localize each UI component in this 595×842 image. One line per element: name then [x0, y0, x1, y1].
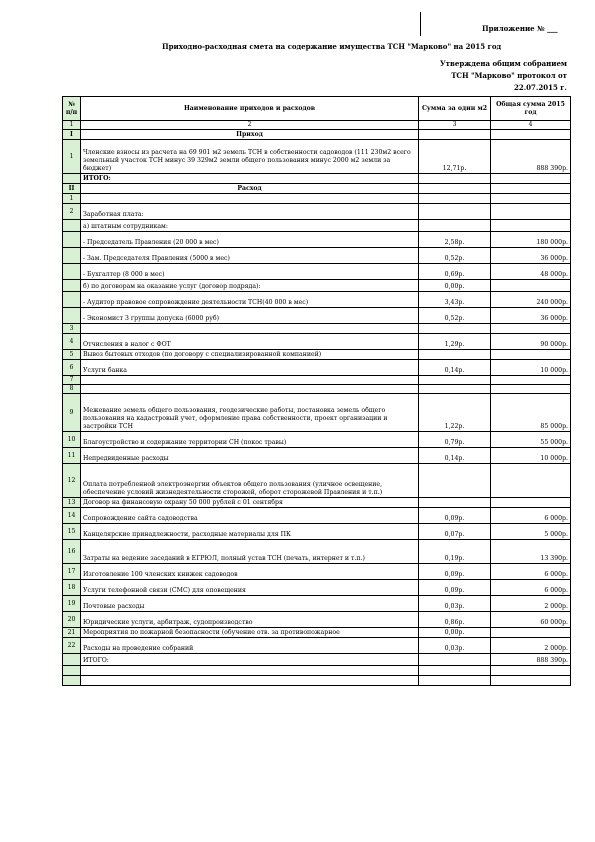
row-name: Приход	[81, 130, 419, 140]
row-number: 22	[63, 638, 81, 654]
row-per-m2: 0,52р.	[419, 248, 491, 264]
row-name: ИТОГО:	[81, 654, 419, 666]
row-name	[81, 324, 419, 334]
col-header-total: Общая сумма 2015 год	[491, 97, 571, 121]
table-row	[63, 394, 571, 432]
row-total: 10 000р.	[491, 360, 571, 376]
table-row	[63, 184, 571, 194]
row-per-m2	[419, 194, 491, 204]
row-number	[63, 666, 81, 676]
row-name: - Зам. Председателя Правления (5000 в мес)	[81, 248, 419, 264]
row-number: II	[63, 184, 81, 194]
row-name: Затраты на ведение заседаний в ЕГРЮЛ, полный устав ТСН (печать, интернет и т.п.)	[81, 540, 419, 564]
row-name	[81, 666, 419, 676]
table-row	[63, 324, 571, 334]
row-per-m2	[419, 184, 491, 194]
table-row	[63, 232, 571, 248]
row-total: 5 000р.	[491, 524, 571, 540]
row-name: Расход	[81, 184, 419, 194]
row-total: 2 000р.	[491, 638, 571, 654]
row-number	[63, 264, 81, 280]
approval-line-1: Утверждена общим собранием	[439, 59, 567, 68]
row-number	[63, 308, 81, 324]
table-row	[63, 334, 571, 350]
row-number: 14	[63, 508, 81, 524]
table-row	[63, 676, 571, 686]
row-name	[81, 676, 419, 686]
index-row	[63, 121, 571, 130]
col-header-number: № п/п	[63, 97, 81, 121]
row-per-m2	[419, 220, 491, 232]
row-number: 3	[63, 324, 81, 334]
table-row	[63, 580, 571, 596]
row-name: а) штатным сотрудникам:	[81, 220, 419, 232]
row-per-m2: 0,86р.	[419, 612, 491, 628]
row-number	[63, 654, 81, 666]
row-per-m2: 0,14р.	[419, 360, 491, 376]
row-total	[491, 184, 571, 194]
approval-note	[417, 58, 567, 94]
col-index-3: 3	[419, 121, 491, 130]
row-number: 18	[63, 580, 81, 596]
appendix-label: Приложение № ___	[482, 24, 558, 33]
row-number	[63, 676, 81, 686]
row-number	[63, 232, 81, 248]
row-name: - Председатель Правления (20 000 в мес)	[81, 232, 419, 248]
row-name: Расходы на проведение собраний	[81, 638, 419, 654]
col-header-per-m2: Сумма за один м2	[419, 97, 491, 121]
col-index-4: 4	[491, 121, 571, 130]
header-row	[63, 97, 571, 121]
row-per-m2	[419, 174, 491, 184]
row-number	[63, 280, 81, 292]
row-number: 13	[63, 498, 81, 508]
table-row	[63, 666, 571, 676]
row-per-m2	[419, 204, 491, 220]
row-name: Канцелярские принадлежности, расходные материалы для ПК	[81, 524, 419, 540]
row-name: Членские взносы из расчета на 69 901 м2 земель ТСН в собственности садоводов (111 230м2 всего земельный участок ТСН минус 39 329м2 земли общего пользования минус 2000 м2 земли за бюджет)	[81, 140, 419, 174]
row-number: 4	[63, 334, 81, 350]
table-row	[63, 385, 571, 394]
table-row	[63, 524, 571, 540]
row-name: - Бухгалтер (8 000 в мес)	[81, 264, 419, 280]
table-row	[63, 204, 571, 220]
row-per-m2	[419, 385, 491, 394]
approval-line-3: 22.07.2015 г.	[513, 83, 567, 92]
row-name: Договор на финансовую охрану 50 000 рублей с 01 сентября	[81, 498, 419, 508]
row-number: 15	[63, 524, 81, 540]
row-number: 6	[63, 360, 81, 376]
row-name: ИТОГО:	[81, 174, 419, 184]
table-row	[63, 292, 571, 308]
row-name: Благоустройство и содержание территории СН (покос травы)	[81, 432, 419, 448]
row-total: 13 390р.	[491, 540, 571, 564]
row-per-m2	[419, 376, 491, 385]
table-row	[63, 350, 571, 360]
row-per-m2: 0,09р.	[419, 564, 491, 580]
row-total: 48 000р.	[491, 264, 571, 280]
row-number	[63, 292, 81, 308]
row-total	[491, 376, 571, 385]
row-per-m2: 0,00р.	[419, 280, 491, 292]
row-total: 240 000р.	[491, 292, 571, 308]
row-per-m2: 12,71р.	[419, 140, 491, 174]
row-name: Вывоз бытовых отходов (по договору с специализированной компанией)	[81, 350, 419, 360]
row-number: 19	[63, 596, 81, 612]
row-total	[491, 464, 571, 498]
approval-line-2: ТСН "Марково" протокол от	[451, 71, 567, 80]
row-per-m2	[419, 666, 491, 676]
row-total: 6 000р.	[491, 564, 571, 580]
row-number: 20	[63, 612, 81, 628]
table-row	[63, 140, 571, 174]
row-number: 5	[63, 350, 81, 360]
row-name: Услуги телефонной связи (СМС) для оповещения	[81, 580, 419, 596]
row-name: Отчисления в налог с ФОТ	[81, 334, 419, 350]
row-total	[491, 666, 571, 676]
row-per-m2	[419, 676, 491, 686]
row-per-m2: 0,69р.	[419, 264, 491, 280]
row-name: Услуги банка	[81, 360, 419, 376]
row-per-m2	[419, 464, 491, 498]
row-total	[491, 350, 571, 360]
row-per-m2: 2,58р.	[419, 232, 491, 248]
table-row	[63, 448, 571, 464]
col-index-1: 1	[63, 121, 81, 130]
table-row	[63, 220, 571, 232]
row-number: 1	[63, 194, 81, 204]
row-total: 55 000р.	[491, 432, 571, 448]
row-name: - Экономист 3 группы допуска (6000 руб)	[81, 308, 419, 324]
row-per-m2	[419, 130, 491, 140]
table-row	[63, 174, 571, 184]
row-name: Межевание земель общего пользования, геодезические работы, постановка земель общего пользования на кадастровый учет, оформление права собственности, проект организации и застройки ТСН	[81, 394, 419, 432]
col-header-name: Наименование приходов и расходов	[81, 97, 419, 121]
row-name	[81, 194, 419, 204]
row-total: 36 000р.	[491, 308, 571, 324]
row-name: Юридические услуги, арбитраж, судопроизводство	[81, 612, 419, 628]
row-name: Заработная плата:	[81, 204, 419, 220]
row-per-m2	[419, 654, 491, 666]
table-row	[63, 638, 571, 654]
row-total	[491, 676, 571, 686]
table-row	[63, 130, 571, 140]
row-total: 2 000р.	[491, 596, 571, 612]
row-total	[491, 204, 571, 220]
row-name	[81, 376, 419, 385]
table-row	[63, 376, 571, 385]
row-total: 888 390р.	[491, 654, 571, 666]
row-per-m2: 3,43р.	[419, 292, 491, 308]
row-number	[63, 174, 81, 184]
row-total: 6 000р.	[491, 580, 571, 596]
row-per-m2: 0,00р.	[419, 628, 491, 638]
row-total	[491, 628, 571, 638]
row-total	[491, 498, 571, 508]
row-per-m2: 0,52р.	[419, 308, 491, 324]
vertical-line	[420, 12, 421, 36]
row-number: 1	[63, 140, 81, 174]
row-total: 90 000р.	[491, 334, 571, 350]
table-row	[63, 498, 571, 508]
row-total: 10 000р.	[491, 448, 571, 464]
row-number: 21	[63, 628, 81, 638]
row-number: 9	[63, 394, 81, 432]
row-number	[63, 220, 81, 232]
row-total: 60 000р.	[491, 612, 571, 628]
row-total: 180 000р.	[491, 232, 571, 248]
row-per-m2: 0,79р.	[419, 432, 491, 448]
row-total	[491, 194, 571, 204]
row-total	[491, 385, 571, 394]
row-number: 11	[63, 448, 81, 464]
table-row	[63, 464, 571, 498]
row-name: Сопровождение сайта садоводства	[81, 508, 419, 524]
table-row	[63, 628, 571, 638]
table-row	[63, 508, 571, 524]
row-per-m2: 0,03р.	[419, 638, 491, 654]
row-total: 6 000р.	[491, 508, 571, 524]
row-per-m2	[419, 498, 491, 508]
table-row	[63, 432, 571, 448]
table-row	[63, 596, 571, 612]
row-name: Почтовые расходы	[81, 596, 419, 612]
row-per-m2: 1,22р.	[419, 394, 491, 432]
row-name: - Аудитор правовое сопровождение деятельности ТСН(40 000 в мес)	[81, 292, 419, 308]
row-per-m2: 0,09р.	[419, 580, 491, 596]
table-row	[63, 248, 571, 264]
row-per-m2: 0,03р.	[419, 596, 491, 612]
row-per-m2	[419, 350, 491, 360]
row-number: 17	[63, 564, 81, 580]
row-per-m2: 1,29р.	[419, 334, 491, 350]
row-name: Оплата потребленной электроэнергии объектов общего пользования (уличное освещение, обеспечение условий жизнедеятельности сторожей, оборот сторожевой Правления и т.п.)	[81, 464, 419, 498]
table-row	[63, 360, 571, 376]
col-index-2: 2	[81, 121, 419, 130]
row-name: б) по договорам на оказание услуг (договор подряда):	[81, 280, 419, 292]
row-per-m2: 0,14р.	[419, 448, 491, 464]
row-number: 7	[63, 376, 81, 385]
row-total	[491, 220, 571, 232]
table-row	[63, 540, 571, 564]
document-title: Приходно-расходная смета на содержание имущества ТСН "Марково" на 2015 год	[162, 42, 502, 51]
row-total	[491, 324, 571, 334]
row-number: 8	[63, 385, 81, 394]
row-per-m2: 0,07р.	[419, 524, 491, 540]
row-name	[81, 385, 419, 394]
row-name: Изготовление 100 членских книжек садоводов	[81, 564, 419, 580]
row-total: 36 000р.	[491, 248, 571, 264]
row-total	[491, 174, 571, 184]
table-row	[63, 308, 571, 324]
row-number: 2	[63, 204, 81, 220]
table-row	[63, 612, 571, 628]
row-total: 85 000р.	[491, 394, 571, 432]
table-row	[63, 564, 571, 580]
row-per-m2: 0,19р.	[419, 540, 491, 564]
row-total	[491, 130, 571, 140]
row-number: I	[63, 130, 81, 140]
row-number: 10	[63, 432, 81, 448]
table-row	[63, 194, 571, 204]
row-total: 888 390р.	[491, 140, 571, 174]
row-total	[491, 280, 571, 292]
budget-table	[62, 96, 571, 686]
row-number	[63, 248, 81, 264]
table-row	[63, 264, 571, 280]
table-row	[63, 280, 571, 292]
row-name: Непредвиденные расходы	[81, 448, 419, 464]
row-number: 12	[63, 464, 81, 498]
row-number: 16	[63, 540, 81, 564]
row-name: Мероприятия по пожарной безопасности (обучение отв. за противопожарное	[81, 628, 419, 638]
row-per-m2: 0,09р.	[419, 508, 491, 524]
table-row	[63, 654, 571, 666]
row-per-m2	[419, 324, 491, 334]
